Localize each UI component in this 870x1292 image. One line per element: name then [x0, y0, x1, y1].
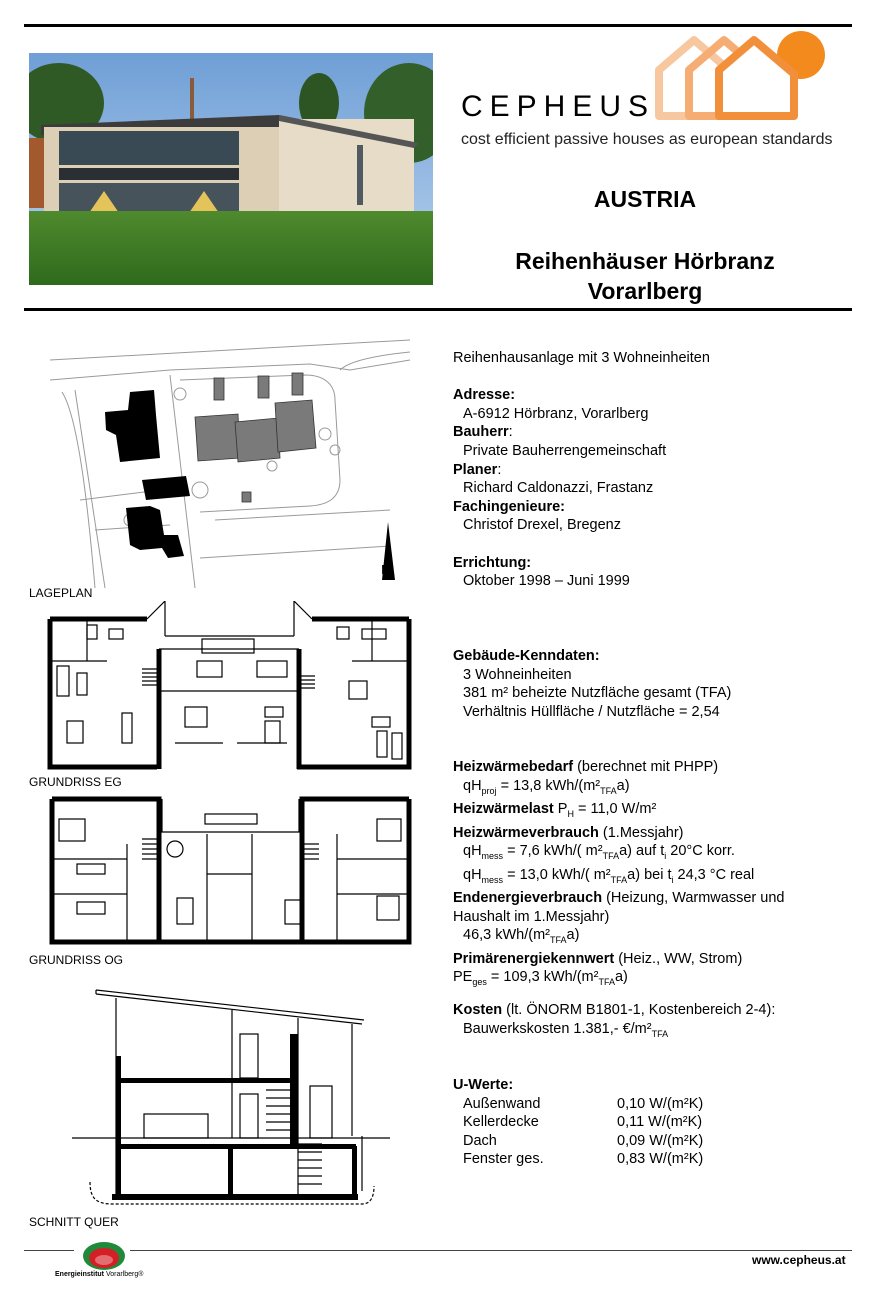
hwb-note: (berechnet mit PHPP): [573, 759, 719, 775]
brand-tagline: cost efficient passive houses as european standards: [461, 131, 833, 148]
footer-rule-left: [24, 1250, 74, 1251]
mess1-value: $qH_{mess} = 7,6$ kWh/( $m^2_{TFA}a$) auf $t_i$ 20°C korr.: [463, 843, 735, 862]
caption-upper-floor: GRUNDRISS OG: [29, 953, 124, 967]
site-plan-drawing: [50, 330, 412, 588]
cepheus-logo-icon: [654, 30, 829, 122]
project-title-line2: Vorarlberg: [587, 278, 703, 304]
table-row: Fenster ges. 0,83 W/(m²K): [463, 1151, 704, 1168]
caption-site-plan: LAGEPLAN: [29, 586, 93, 600]
eev-note2: Haushalt im 1.Messjahr): [453, 908, 610, 925]
upper-floor-plan: [47, 794, 413, 946]
eev-note: (Heizung, Warmwasser und: [602, 890, 785, 907]
footer-url-link[interactable]: www.cepheus.at: [752, 1253, 846, 1267]
errichtung-value: Oktober 1998 – Juni 1999: [463, 573, 630, 590]
project-title: [440, 246, 850, 306]
footer-rule: [130, 1250, 852, 1251]
hwv-note: (1.Messjahr): [598, 824, 684, 841]
planer-value: Richard Caldonazzi, Frastanz: [463, 480, 654, 497]
gebaeude-line3: Verhältnis Hüllfläche / Nutzfläche = 2,54: [463, 703, 720, 720]
bauherr-value: Private Bauherrengemeinschaft: [463, 442, 667, 459]
hwl-value: = 11,0 W/m²: [577, 801, 657, 818]
table-row: Kellerdecke 0,11 W/(m²K): [463, 1114, 703, 1131]
building-photo: [29, 53, 433, 285]
ground-floor-plan: [47, 601, 413, 773]
caption-section: SCHNITT QUER: [29, 1215, 119, 1229]
bauherr-label: Bauherr: [453, 424, 509, 441]
energy-data: Heizwärmebedarf (berechnet mit PHPP) $qH_{proj} = 13,8$ kWh/$(m^2_{TFA}a)$ Heizwärmelast $P_H = 11,0$ W/m² Heizwärmeverbrauch (1.Messjahr) $qH_{mess} = 7,6$ kWh/( $m^2_{TFA}a$) auf $t_i$ 20°C korr. $qH_{mess} = 13,0$ kWh/( $m^2_{TFA}a$) bei $t_i$ 24,3 °C real Endenergieverbrauch (Heizung, Warmwasser und Haushalt im 1.Messjahr) 46,3 kWh/$(m^2_{TFA}a)$ Primärenergiekennwert (Heiz., WW, Strom) $PE_{ges} = 109,3$ kWh/$(m^2_{TFA}a)$: [453, 758, 784, 992]
pek-label: Primärenergiekennwert: [453, 950, 615, 967]
hwb-value: $qH_{proj} = 13,8$ kWh/$(m^2_{TFA}a)$: [463, 777, 630, 796]
intro-text: Reihenhausanlage mit 3 Wohneinheiten: [453, 350, 710, 366]
uwerte-label: U-Werte:: [453, 1077, 514, 1093]
brand-name: CEPHEUS: [461, 90, 656, 123]
kosten-label: Kosten: [453, 1002, 503, 1018]
cost-data: [453, 1001, 775, 1043]
north-label: N: [381, 563, 392, 577]
top-rule: [24, 24, 852, 27]
gebaeude-line1: 3 Wohneinheiten: [463, 666, 572, 683]
fach-value: Christof Drexel, Bregenz: [463, 517, 621, 534]
building-data: [453, 647, 731, 721]
gebaeude-line2: 381 m² beheizte Nutzfläche gesamt (TFA): [463, 685, 732, 702]
u-values: [453, 1076, 703, 1169]
kosten-value: Bauwerkskosten 1.381,- $€/m^2_{TFA}$: [463, 1020, 669, 1039]
caption-ground-floor: GRUNDRISS EG: [29, 775, 122, 789]
kosten-note: (lt. ÖNORM B1801-1, Kostenbereich 2-4):: [502, 1002, 776, 1018]
project-title-line1: Reihenhäuser Hörbranz: [515, 248, 775, 274]
table-row: Außenwand 0,10 W/(m²K): [463, 1095, 704, 1112]
adresse-value: A-6912 Hörbranz, Vorarlberg: [463, 405, 649, 422]
errichtung-label: Errichtung:: [453, 554, 532, 571]
table-row: Dach 0,09 W/(m²K): [463, 1132, 704, 1149]
project-info: Reihenhausanlage mit 3 Wohneinheiten Adresse: A-6912 Hörbranz, Vorarlberg Bauherr: Private Bauherrengemeinschaft Planer: Richard Caldonazzi, Frastanz Fachingenieure: Christof Drexel, Bregenz Errichtung: Oktober 1998 – Juni 1999: [453, 350, 710, 590]
institute-name: Energieinstitut Vorarlberg®: [55, 1271, 144, 1278]
pek-note: (Heiz., WW, Strom): [614, 950, 743, 967]
hwl-label: Heizwärmelast: [453, 801, 554, 818]
u-values-table: [453, 1095, 703, 1169]
adresse-label: Adresse:: [453, 387, 516, 404]
cross-section-drawing: [72, 986, 390, 1216]
gebaeude-label: Gebäude-Kenndaten:: [453, 648, 600, 664]
pek-value: $PE_{ges} = 109,3$ kWh/$(m^2_{TFA}a)$: [453, 969, 628, 988]
hwb-label: Heizwärmebedarf: [453, 759, 574, 775]
mess2-value: $qH_{mess} = 13,0$ kWh/( $m^2_{TFA}a$) bei $t_i$ 24,3 °C real: [463, 866, 755, 885]
planer-label: Planer: [453, 461, 498, 478]
country-title: AUSTRIA: [593, 186, 697, 212]
header-rule: [24, 308, 852, 311]
energieinstitut-logo-icon: [82, 1241, 126, 1271]
eev-value: 46,3 kWh/$(m^2_{TFA}a)$: [463, 927, 580, 946]
fach-label: Fachingenieure:: [453, 498, 565, 515]
hwv-label: Heizwärmeverbrauch: [453, 824, 599, 841]
eev-label: Endenergieverbrauch: [453, 890, 603, 907]
